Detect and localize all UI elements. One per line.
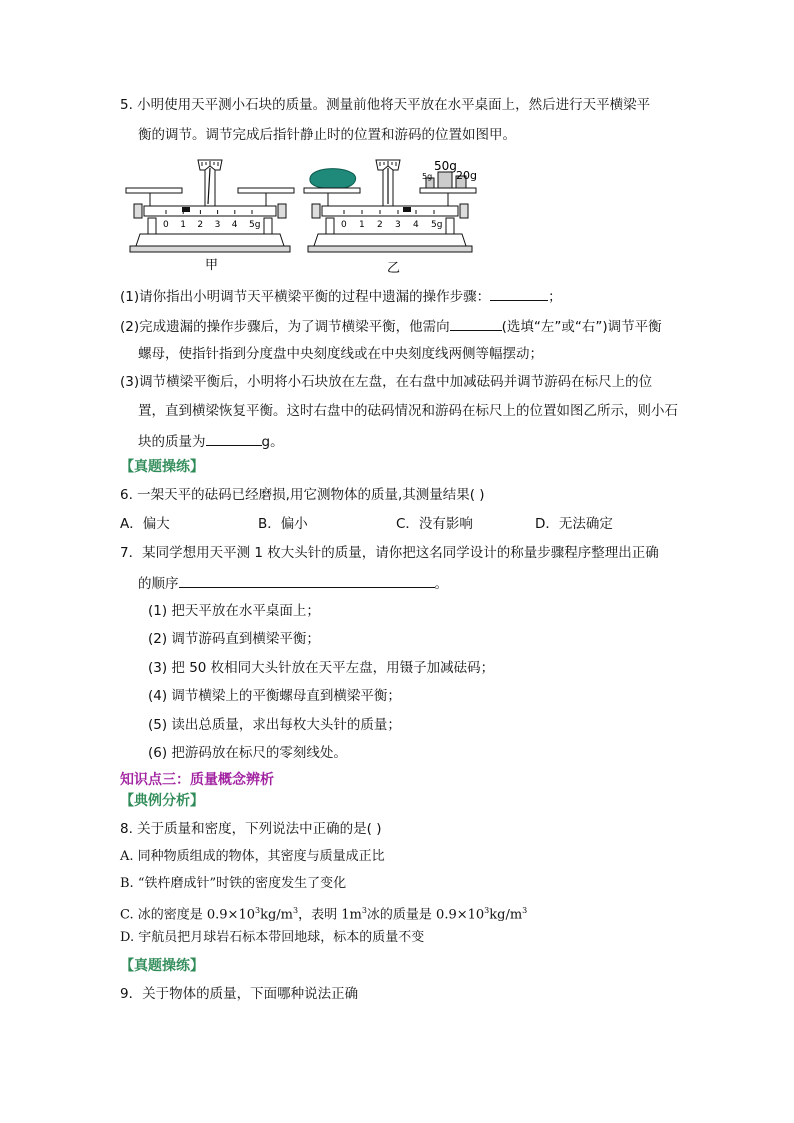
balance-figure-jia xyxy=(120,152,300,272)
q9-stem: 9．关于物体的质量，下面哪种说法正确 xyxy=(120,986,359,1002)
q8-c-part: ，表明 1m xyxy=(298,907,362,923)
scale-tick-label: 5g xyxy=(249,220,261,230)
scale-tick-label: 5g xyxy=(431,220,443,230)
q6-stem: 6. 一架天平的砝码已经磨损,用它测物体的质量,其测量结果( ) xyxy=(120,487,485,503)
fig-label-yi: 乙 xyxy=(387,261,401,276)
q8-option-b[interactable]: B. “铁杵磨成针”时铁的密度发生了变化 xyxy=(120,876,347,891)
superscript: 3 xyxy=(293,906,299,915)
q8-c-part: kg/m xyxy=(489,907,523,923)
q5-part2-text: (2)完成遗漏的操作步骤后，为了调节横梁平衡，他需向 xyxy=(120,319,450,335)
q8-option-a[interactable]: A. 同种物质组成的物体，其密度与质量成正比 xyxy=(120,849,385,864)
scale-tick-label: 0 xyxy=(163,220,169,230)
superscript: 3 xyxy=(484,906,490,915)
scale-tick-label: 1 xyxy=(180,220,186,230)
q5-part3-line3 xyxy=(138,431,284,451)
scale-tick-label: 1 xyxy=(359,220,365,230)
left-pan xyxy=(126,188,182,206)
scale-tick-label: 3 xyxy=(214,220,221,230)
q5-part2-tail: (选填“左”或“右”)调节平衡 xyxy=(501,319,662,335)
q5-part2 xyxy=(120,316,662,336)
q7-step-3: (3) 把 50 枚相同大头针放在天平左盘，用镊子加减砝码； xyxy=(148,660,495,676)
rider xyxy=(403,207,411,212)
q7-line2 xyxy=(138,573,448,593)
q7-step-1: (1) 把天平放在水平桌面上； xyxy=(148,603,320,619)
fig-label-jia: 甲 xyxy=(205,258,219,272)
q5-line1: 5. 小明使用天平测小石块的质量。测量前他将天平放在水平桌面上，然后进行天平横梁平 xyxy=(120,97,651,113)
q5-line2: 衡的调节。调节完成后指针静止时的位置和游码的位置如图甲。 xyxy=(138,127,516,143)
q7-step-2: (2) 调节游码直到横梁平衡； xyxy=(148,631,320,647)
q6-option-b[interactable]: B．偏小 xyxy=(258,516,308,532)
weight-label-50g: 50g xyxy=(434,159,457,173)
q7-step-6: (6) 把游码放在标尺的零刻线处。 xyxy=(148,745,347,761)
base xyxy=(308,246,472,252)
q5-part1 xyxy=(120,286,562,306)
right-pan xyxy=(238,188,294,206)
section-heading-practice-2: 【真题操练】 xyxy=(120,958,204,974)
answer-blank[interactable] xyxy=(490,286,548,301)
balance-figure-yi xyxy=(298,152,488,276)
answer-blank[interactable] xyxy=(450,316,502,331)
q6-option-d[interactable]: D．无法确定 xyxy=(535,516,613,532)
scale-tick-label: 2 xyxy=(377,220,383,230)
q7-period: 。 xyxy=(434,576,448,592)
q5-part1-end: ； xyxy=(548,289,562,305)
q5-part2-line2: 螺母，使指针指到分度盘中央刻度线或在中央刻度线两侧等幅摆动； xyxy=(138,346,543,362)
scale-tick-label: 4 xyxy=(413,220,419,230)
left-pan xyxy=(304,188,360,206)
base xyxy=(130,246,290,252)
right-pan xyxy=(420,188,476,206)
weight-label-20g: 20g xyxy=(456,169,477,182)
weight-50g xyxy=(438,172,452,188)
beam xyxy=(322,206,458,216)
balance-nut-left xyxy=(312,204,320,218)
q8-stem: 8. 关于质量和密度，下列说法中正确的是( ) xyxy=(120,821,382,837)
q7-line1: 7．某同学想用天平测 1 枚大头针的质量，请你把这名同学设计的称量步骤程序整理出正确 xyxy=(120,545,659,561)
scale-tick-label: 0 xyxy=(341,220,347,230)
q8-c-part: kg/m xyxy=(260,907,293,923)
weights xyxy=(422,159,477,188)
q6-option-a[interactable]: A．偏大 xyxy=(120,516,170,532)
q7-step-4: (4) 调节横梁上的平衡螺母直到横梁平衡； xyxy=(148,688,401,704)
scale-tick-label: 4 xyxy=(231,220,238,230)
q8-c-part: C. 冰的密度是 0.9×10 xyxy=(120,907,255,923)
q5-part1-text: (1)请你指出小明调节天平横梁平衡的过程中遗漏的操作步骤： xyxy=(120,289,491,305)
superscript: 3 xyxy=(255,906,261,915)
q5-part3-line2: 置，直到横梁恢复平衡。这时右盘中的砝码情况和游码在标尺上的位置如图乙所示，则小石 xyxy=(138,403,678,419)
q7-order-label: 的顺序 xyxy=(138,576,179,592)
q5-part3-text: 块的质量为 xyxy=(138,434,206,450)
scale-tick-label: 3 xyxy=(395,220,401,230)
q6-option-c[interactable]: C．没有影响 xyxy=(396,516,473,532)
q5-part3-unit: g。 xyxy=(261,434,284,450)
balance-nut-right xyxy=(278,204,286,218)
balance-nut-right xyxy=(460,204,468,218)
section-heading-example: 【典例分析】 xyxy=(120,793,204,809)
answer-blank[interactable] xyxy=(206,431,262,446)
knowledge-point-title: 知识点三：质量概念辨析 xyxy=(120,772,274,788)
q8-option-c[interactable] xyxy=(120,902,527,924)
beam xyxy=(144,206,276,216)
weight-label-5g: 5g xyxy=(422,172,433,181)
superscript: 3 xyxy=(361,906,367,915)
section-heading-practice: 【真题操练】 xyxy=(120,459,204,475)
superscript: 3 xyxy=(522,906,528,915)
stone xyxy=(310,169,356,189)
answer-blank[interactable] xyxy=(179,573,435,588)
q8-c-part: 冰的质量是 0.9×10 xyxy=(366,907,485,923)
q5-part3-line1: (3)调节横梁平衡后，小明将小石块放在左盘，在右盘中加减砝码并调节游码在标尺上的位 xyxy=(120,374,653,390)
balance-nut-left xyxy=(134,204,142,218)
q8-option-d[interactable]: D. 宇航员把月球岩石标本带回地球，标本的质量不变 xyxy=(120,930,425,945)
q7-step-5: (5) 读出总质量，求出每枚大头针的质量； xyxy=(148,717,401,733)
scale-tick-label: 2 xyxy=(197,220,204,230)
